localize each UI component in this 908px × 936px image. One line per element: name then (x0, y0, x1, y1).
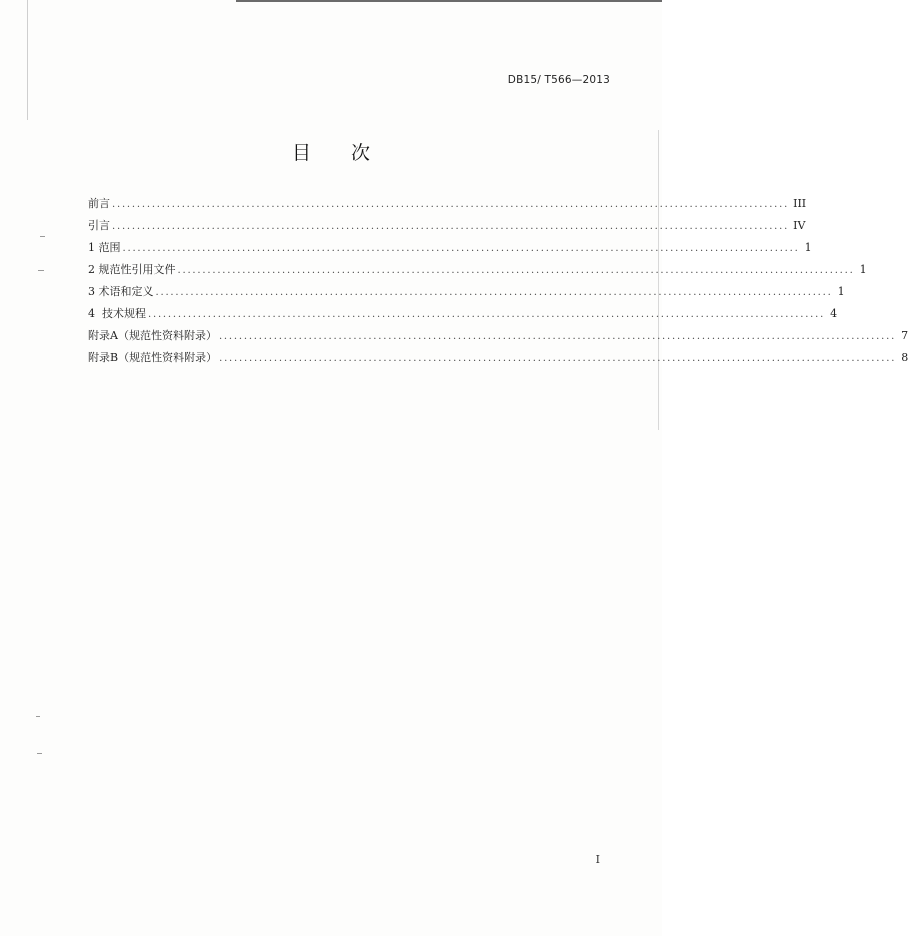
toc-entry-introduction[interactable] (88, 215, 806, 237)
toc-entry-label: 4 技术规程 (88, 307, 146, 320)
toc-entry-scope[interactable] (88, 237, 812, 259)
toc-entry-label: 引言 (88, 219, 110, 232)
toc-entry-normative-references[interactable] (88, 259, 867, 281)
scan-speck (40, 236, 45, 237)
toc-entry-page: III (793, 197, 807, 210)
scan-speck (38, 270, 44, 271)
toc-entry-page: 1 (859, 263, 867, 276)
toc-entry-technical-procedures[interactable] (88, 303, 838, 325)
toc-leader-dots: ........................................................................................................................................ (122, 243, 800, 254)
toc-leader-dots: ........................................................................................................................................ (218, 331, 897, 342)
toc-leader-dots: ........................................................................................................................................ (177, 265, 855, 276)
toc-entry-page: 7 (901, 329, 908, 342)
toc-entry-terms-definitions[interactable] (88, 281, 845, 303)
toc-title: 目次 (291, 142, 410, 164)
scan-speck (37, 753, 42, 754)
toc-leader-dots: ........................................................................................................................................ (155, 287, 833, 298)
toc-entry-page: IV (793, 219, 806, 232)
toc-leader-dots: ........................................................................................................................................ (148, 309, 826, 320)
page-number: I (595, 853, 600, 866)
toc-entry-page: 1 (837, 285, 845, 298)
toc-leader-dots: ........................................................................................................................................ (219, 353, 897, 364)
table-of-contents (88, 193, 908, 369)
toc-entry-page: 8 (901, 351, 908, 364)
toc-entry-page: 1 (804, 241, 812, 254)
toc-entry-label: 3 术语和定义 (88, 285, 154, 298)
toc-entry-label: 1 范围 (88, 241, 121, 254)
toc-entry-label: 附录A（规范性资料附录） (88, 329, 217, 342)
scan-speck (36, 716, 40, 717)
scan-edge-top (236, 0, 662, 2)
toc-entry-appendix-b[interactable] (88, 347, 908, 369)
toc-entry-label: 附录B（规范性资料附录） (88, 351, 218, 364)
toc-entry-appendix-a[interactable] (88, 325, 908, 347)
toc-entry-label: 前言 (88, 197, 110, 210)
toc-entry-label: 2 规范性引用文件 (88, 263, 176, 276)
document-code: DB15/ T566—2013 (507, 74, 610, 86)
toc-entry-foreword[interactable] (88, 193, 807, 215)
toc-leader-dots: ........................................................................................................................................ (112, 221, 790, 232)
scan-edge-left (27, 0, 28, 120)
toc-leader-dots: ........................................................................................................................................ (112, 199, 790, 210)
toc-entry-page: 4 (830, 307, 838, 320)
